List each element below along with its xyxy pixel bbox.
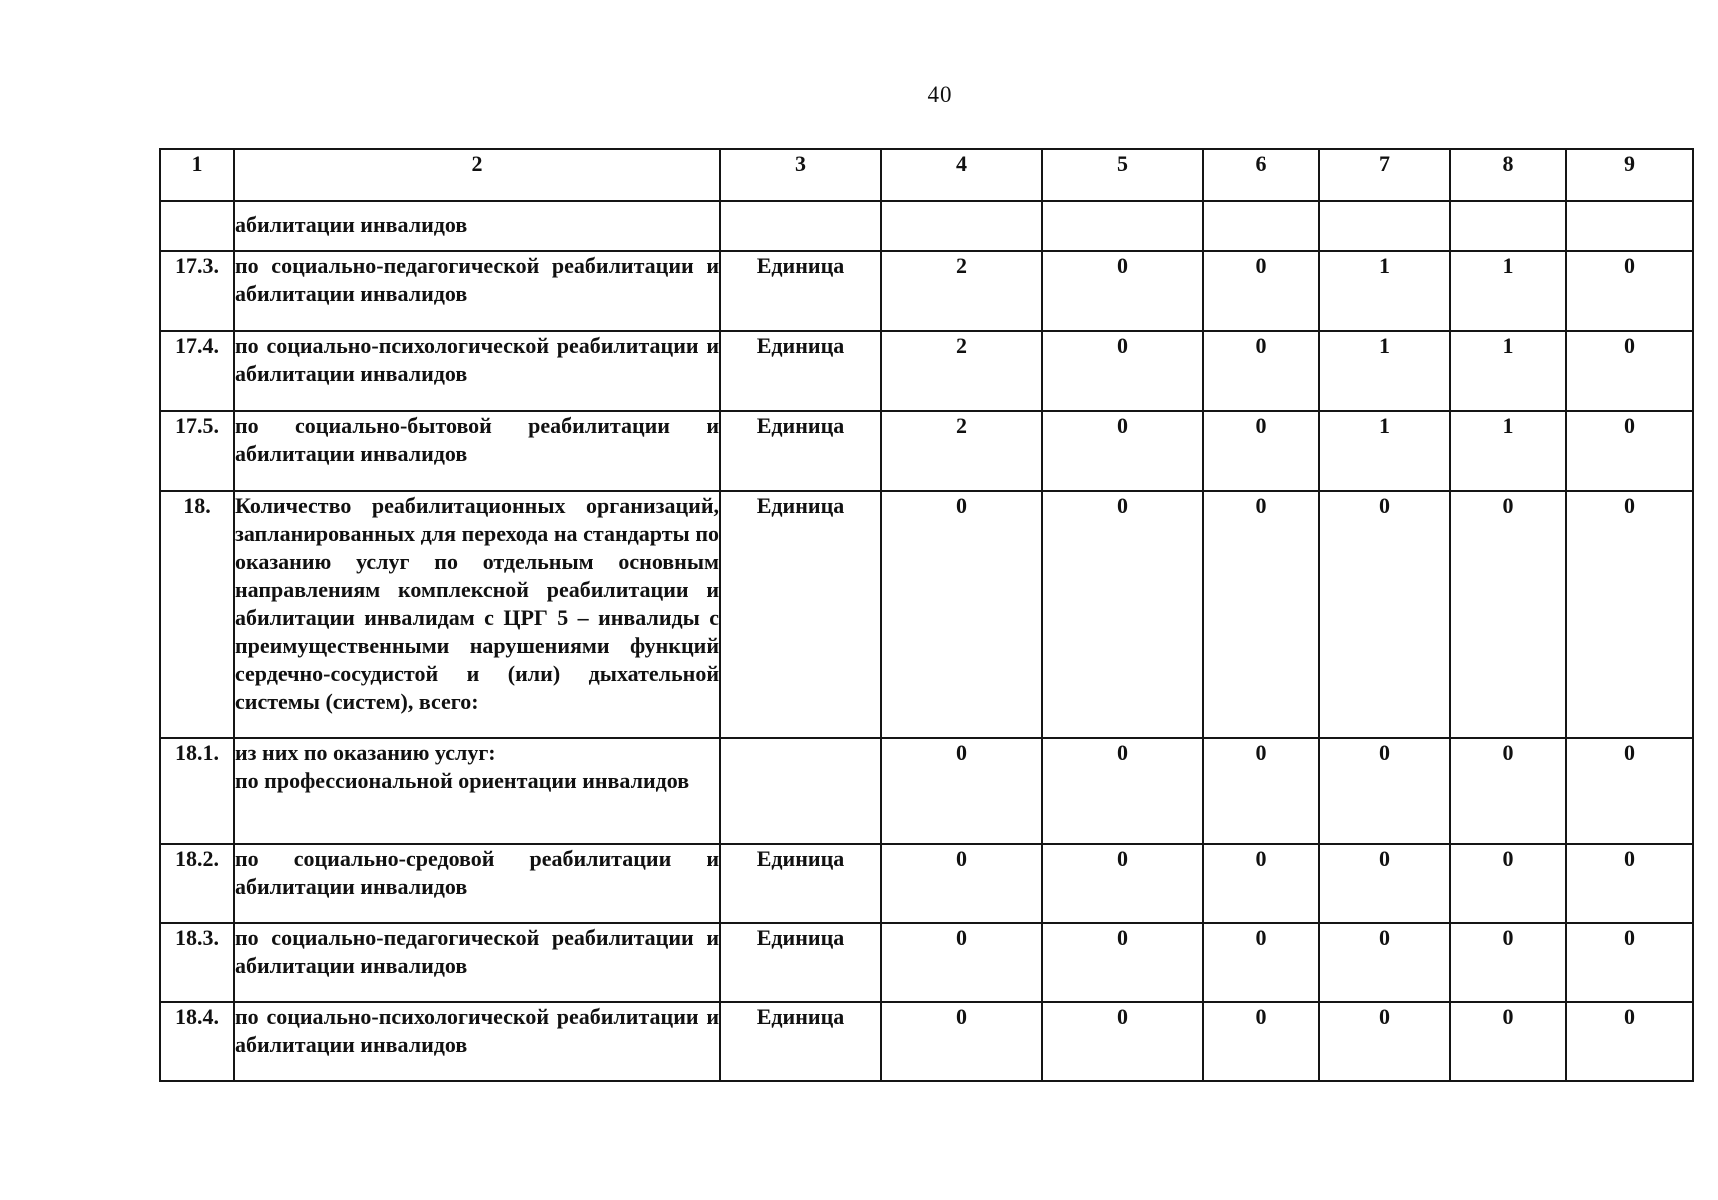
row-value: 0 xyxy=(1450,844,1566,923)
row-value: 1 xyxy=(1450,331,1566,411)
row-value: 2 xyxy=(881,411,1042,491)
row-value: 0 xyxy=(1042,251,1203,331)
row-unit: Единица xyxy=(720,1002,881,1081)
row-value: 0 xyxy=(1450,491,1566,738)
row-description xyxy=(234,738,720,844)
row-value: 0 xyxy=(1566,331,1693,411)
row-unit: Единица xyxy=(720,844,881,923)
row-number: 18.4. xyxy=(160,1002,234,1081)
row-value: 0 xyxy=(881,491,1042,738)
row-value: 0 xyxy=(1319,491,1450,738)
row-unit: Единица xyxy=(720,923,881,1002)
column-number-header-row xyxy=(160,149,1693,201)
row-description: по социально-средовой реабилитации и абилитации инвалидов xyxy=(234,844,720,923)
row-value: 0 xyxy=(1566,491,1693,738)
row-value xyxy=(1450,201,1566,251)
row-description-intro: из них по оказанию услуг: xyxy=(235,740,496,765)
row-description: Количество реабилитационных организаций, запланированных для перехода на стандарты по оказанию услуг по отдельным основным направлениям комплексной реабилитации и абилитации инвалидам с ЦРГ 5 – инвалиды с преимущественными нарушениями функций сердечно-сосудистой и (или) дыхательной системы (систем), всего: xyxy=(234,491,720,738)
row-value: 0 xyxy=(1042,1002,1203,1081)
row-value: 0 xyxy=(1203,331,1319,411)
row-value: 0 xyxy=(1319,1002,1450,1081)
row-number xyxy=(160,201,234,251)
table-row xyxy=(160,844,1693,923)
row-value: 2 xyxy=(881,331,1042,411)
row-value: 0 xyxy=(1319,923,1450,1002)
column-header: 4 xyxy=(881,149,1042,201)
row-value: 0 xyxy=(881,923,1042,1002)
row-value: 0 xyxy=(1042,923,1203,1002)
row-value: 1 xyxy=(1450,251,1566,331)
row-unit xyxy=(720,738,881,844)
row-value: 0 xyxy=(1566,844,1693,923)
row-value: 0 xyxy=(1450,738,1566,844)
row-value: 0 xyxy=(1566,923,1693,1002)
column-header: 6 xyxy=(1203,149,1319,201)
row-value xyxy=(1203,201,1319,251)
row-description: по социально-психологической реабилитации и абилитации инвалидов xyxy=(234,1002,720,1081)
table-row xyxy=(160,331,1693,411)
row-value: 0 xyxy=(1042,738,1203,844)
row-description: абилитации инвалидов xyxy=(234,201,720,251)
row-value xyxy=(1566,201,1693,251)
table-row xyxy=(160,251,1693,331)
column-header: 1 xyxy=(160,149,234,201)
row-number: 17.4. xyxy=(160,331,234,411)
row-unit: Единица xyxy=(720,251,881,331)
column-header: 3 xyxy=(720,149,881,201)
row-unit: Единица xyxy=(720,331,881,411)
row-value: 0 xyxy=(1203,923,1319,1002)
row-number: 18.3. xyxy=(160,923,234,1002)
row-unit: Единица xyxy=(720,411,881,491)
row-value: 1 xyxy=(1450,411,1566,491)
row-value: 0 xyxy=(1042,844,1203,923)
row-unit xyxy=(720,201,881,251)
row-description: по социально-педагогической реабилитации и абилитации инвалидов xyxy=(234,923,720,1002)
row-value: 0 xyxy=(1042,331,1203,411)
column-header: 5 xyxy=(1042,149,1203,201)
row-value: 2 xyxy=(881,251,1042,331)
column-header: 2 xyxy=(234,149,720,201)
row-value: 0 xyxy=(1203,251,1319,331)
row-value: 0 xyxy=(1450,1002,1566,1081)
row-value: 0 xyxy=(1203,491,1319,738)
row-number: 18.2. xyxy=(160,844,234,923)
row-number: 18.1. xyxy=(160,738,234,844)
row-value: 1 xyxy=(1319,331,1450,411)
row-value: 0 xyxy=(1042,491,1203,738)
row-number: 18. xyxy=(160,491,234,738)
indicators-table xyxy=(159,148,1694,1082)
row-value: 0 xyxy=(881,738,1042,844)
row-value xyxy=(1042,201,1203,251)
row-number: 17.5. xyxy=(160,411,234,491)
row-description: по социально-бытовой реабилитации и абилитации инвалидов xyxy=(234,411,720,491)
table-row xyxy=(160,201,1693,251)
page-number: 40 xyxy=(927,82,953,107)
row-value: 0 xyxy=(1566,1002,1693,1081)
row-value: 0 xyxy=(881,1002,1042,1081)
row-description: по социально-психологической реабилитации и абилитации инвалидов xyxy=(234,331,720,411)
column-header: 9 xyxy=(1566,149,1693,201)
row-value: 0 xyxy=(1203,1002,1319,1081)
row-value: 0 xyxy=(1566,251,1693,331)
row-value: 0 xyxy=(1566,411,1693,491)
row-value: 0 xyxy=(1203,411,1319,491)
table-row xyxy=(160,411,1693,491)
row-value: 0 xyxy=(1042,411,1203,491)
row-value: 0 xyxy=(1203,738,1319,844)
row-description-text: по профессиональной ориентации инвалидов xyxy=(235,768,690,793)
column-header: 7 xyxy=(1319,149,1450,201)
row-unit: Единица xyxy=(720,491,881,738)
row-value: 0 xyxy=(1319,844,1450,923)
row-number: 17.3. xyxy=(160,251,234,331)
row-description: по социально-педагогической реабилитации и абилитации инвалидов xyxy=(234,251,720,331)
row-value: 1 xyxy=(1319,251,1450,331)
row-value: 0 xyxy=(1203,844,1319,923)
row-value: 0 xyxy=(881,844,1042,923)
row-value: 0 xyxy=(1450,923,1566,1002)
row-value xyxy=(881,201,1042,251)
row-value: 1 xyxy=(1319,411,1450,491)
table-row xyxy=(160,1002,1693,1081)
table-row xyxy=(160,738,1693,844)
row-value: 0 xyxy=(1566,738,1693,844)
row-value: 0 xyxy=(1319,738,1450,844)
column-header: 8 xyxy=(1450,149,1566,201)
row-value xyxy=(1319,201,1450,251)
table-row xyxy=(160,923,1693,1002)
table-row xyxy=(160,491,1693,738)
